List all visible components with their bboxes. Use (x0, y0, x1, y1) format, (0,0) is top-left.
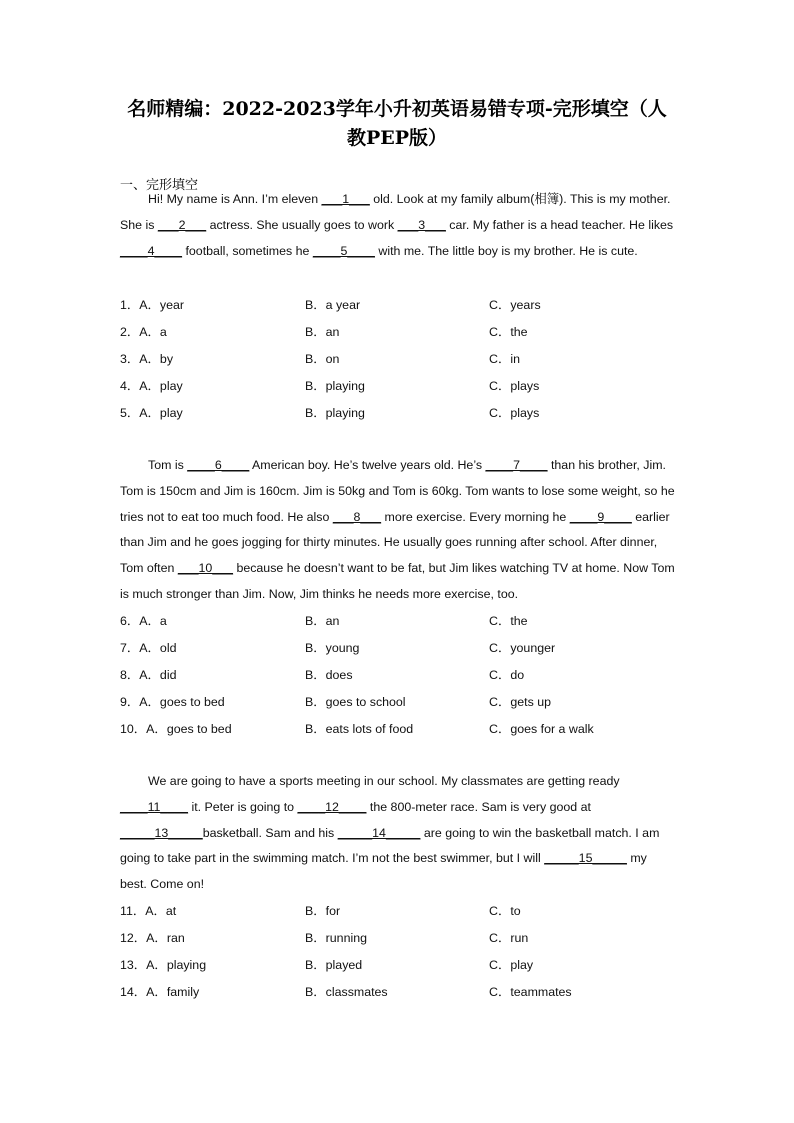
passage-text (120, 187, 676, 264)
answer-blank[interactable]: ___1___ (321, 192, 370, 206)
document-title (100, 95, 694, 153)
answer-blank[interactable]: ___10___ (177, 561, 233, 576)
option-a[interactable]: 4．A．play (120, 379, 183, 393)
question-row (120, 373, 680, 400)
passage-3 (120, 769, 676, 898)
option-c[interactable]: C．in (489, 352, 520, 366)
answer-blank[interactable]: _____15_____ (544, 851, 627, 866)
option-a[interactable]: 1．A．year (120, 298, 185, 312)
option-c[interactable]: C．goes for a walk (489, 722, 594, 736)
option-c[interactable]: C．teammates (489, 985, 572, 999)
option-a[interactable]: 8．A．did (120, 668, 177, 682)
option-c[interactable]: C．plays (489, 406, 540, 420)
question-row (120, 716, 680, 743)
question-group-3 (120, 898, 680, 1006)
option-c[interactable]: C．years (489, 298, 541, 312)
option-b[interactable]: B．played (305, 958, 363, 972)
option-c[interactable]: C．to (489, 904, 521, 918)
answer-blank[interactable]: ___2___ (157, 217, 207, 232)
question-row (120, 979, 680, 1006)
option-a[interactable]: 3．A．by (120, 352, 174, 366)
option-c[interactable]: C．play (489, 958, 534, 972)
question-row (120, 400, 680, 427)
passage-segment: American boy. He’s twelve years old. He’s (249, 458, 486, 472)
option-c[interactable]: C．gets up (489, 695, 551, 709)
option-b[interactable]: B．young (305, 641, 360, 655)
answer-blank[interactable]: _____14_____ (337, 825, 421, 840)
option-b[interactable]: B．goes to school (305, 695, 406, 709)
answer-blank[interactable]: ____5____ (312, 243, 375, 258)
passage-segment: my best. Come on! (120, 851, 647, 892)
passage-segment: Tom is (148, 458, 188, 472)
question-row (120, 635, 680, 662)
option-a[interactable]: 6．A．a (120, 614, 167, 628)
passage-segment: the 800-meter race. Sam is very good at (366, 799, 591, 814)
option-a[interactable]: 14．A．family (120, 985, 200, 999)
question-row (120, 608, 680, 635)
option-b[interactable]: B．an (305, 325, 340, 339)
question-row (120, 292, 680, 319)
passage-text (120, 769, 676, 898)
question-row (120, 898, 680, 925)
answer-blank[interactable]: ___8___ (332, 509, 382, 524)
option-c[interactable]: C．run (489, 931, 529, 945)
option-a[interactable]: 13．A．playing (120, 958, 207, 972)
answer-blank[interactable]: ____11____ (120, 799, 188, 814)
answer-blank[interactable]: _____13_____ (120, 825, 203, 840)
option-a[interactable]: 11．A．at (120, 904, 177, 918)
answer-blank[interactable]: ____12____ (297, 799, 367, 814)
option-c[interactable]: C．do (489, 668, 525, 682)
question-row (120, 925, 680, 952)
section-heading: 一、完形填空 (120, 178, 199, 193)
passage-segment: more exercise. Every morning he (381, 509, 570, 524)
answer-blank[interactable]: ____7____ (485, 458, 548, 472)
question-group-2 (120, 608, 680, 743)
option-b[interactable]: B．eats lots of food (305, 722, 414, 736)
option-b[interactable]: B．running (305, 931, 367, 945)
option-b[interactable]: B．does (305, 668, 353, 682)
passage-segment: it. Peter is going to (188, 799, 298, 814)
option-b[interactable]: B．playing (305, 406, 365, 420)
answer-blank[interactable]: ____4____ (120, 243, 183, 258)
title-line-2: 教PEP版） (346, 127, 448, 149)
passage-2 (120, 453, 676, 608)
option-c[interactable]: C．the (489, 325, 528, 339)
option-a[interactable]: 7．A．old (120, 641, 177, 655)
answer-blank[interactable]: ____9____ (569, 509, 632, 524)
answer-blank[interactable]: ___3___ (397, 217, 446, 232)
passage-text (120, 453, 676, 608)
question-group-1 (120, 292, 680, 427)
option-b[interactable]: B．on (305, 352, 340, 366)
passage-segment: with me. The little boy is my brother. He is cute. (374, 243, 638, 258)
question-row (120, 662, 680, 689)
option-c[interactable]: C．the (489, 614, 528, 628)
answer-blank[interactable]: ____6____ (187, 458, 250, 472)
title-line-1: 名师精编：2022-2023学年小升初英语易错专项-完形填空（人 (127, 98, 667, 120)
passage-segment: earlier than Jim and he goes jogging for thirty minutes. He usually goes running after school. After dinner, Tom often (120, 509, 670, 576)
passage-segment: old. Look at my family album(相簿). This is my mother. She is (120, 192, 671, 232)
option-b[interactable]: B．an (305, 614, 340, 628)
option-a[interactable]: 5．A．play (120, 406, 183, 420)
option-b[interactable]: B．classmates (305, 985, 388, 999)
option-a[interactable]: 10．A．goes to bed (120, 722, 232, 736)
passage-1 (120, 187, 676, 264)
passage-segment: actress. She usually goes to work (206, 217, 398, 232)
option-b[interactable]: B．playing (305, 379, 365, 393)
option-b[interactable]: B．for (305, 904, 341, 918)
passage-segment: car. My father is a head teacher. He likes (445, 217, 674, 232)
passage-segment: Hi! My name is Ann. I’m eleven (148, 192, 322, 206)
question-row (120, 952, 680, 979)
option-a[interactable]: 9．A．goes to bed (120, 695, 225, 709)
passage-segment: than his brother, Jim. Tom is 150cm and Jim is 160cm. Jim is 50kg and Tom is 60kg. Tom wants to lose some weight, so he tries not to eat too much food. He also (120, 458, 675, 524)
option-c[interactable]: C．plays (489, 379, 540, 393)
option-a[interactable]: 2．A．a (120, 325, 167, 339)
passage-segment: We are going to have a sports meeting in our school. My classmates are getting ready (148, 774, 620, 788)
option-c[interactable]: C．younger (489, 641, 556, 655)
passage-segment: football, sometimes he (182, 243, 313, 258)
passage-segment: basketball. Sam and his (202, 825, 338, 840)
option-b[interactable]: B．a year (305, 298, 361, 312)
question-row (120, 346, 680, 373)
passage-segment: are going to win the basketball match. I am going to take part in the swimming match. I’m not the best swimmer, but I will (120, 825, 660, 866)
passage-segment: because he doesn’t want to be fat, but Jim likes watching TV at home. Now Tom is much stronger than Jim. Now, Jim thinks he needs more exercise, too. (120, 561, 675, 601)
question-row (120, 319, 680, 346)
option-a[interactable]: 12．A．ran (120, 931, 185, 945)
question-row (120, 689, 680, 716)
